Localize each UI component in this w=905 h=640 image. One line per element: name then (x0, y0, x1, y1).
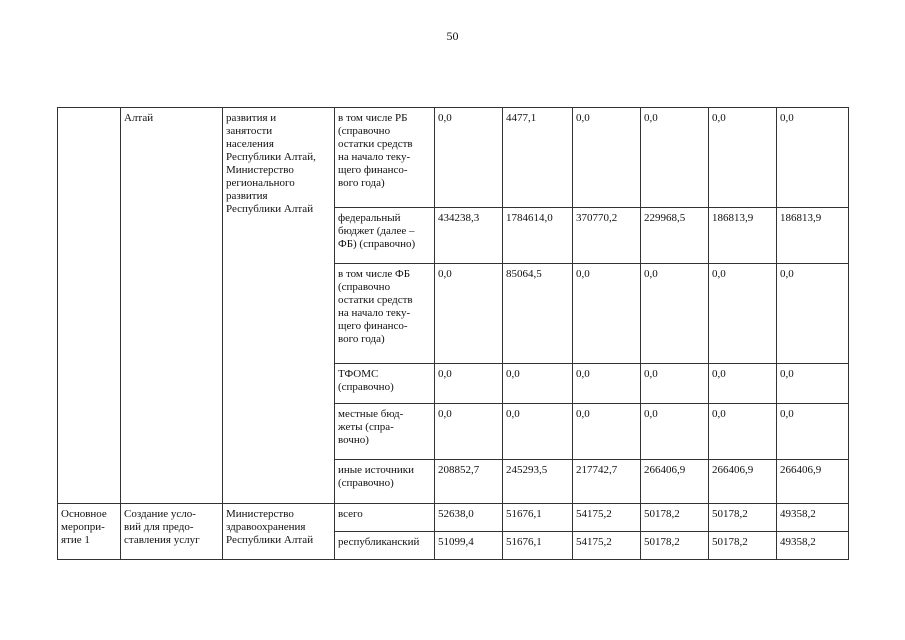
table-cell-value: 186813,9 (709, 208, 777, 264)
table-cell-value: 49358,2 (777, 532, 849, 560)
table-cell-value: 0,0 (709, 264, 777, 364)
budget-table (57, 107, 849, 560)
table-cell-executor (223, 504, 335, 560)
table-cell-value: 0,0 (641, 264, 709, 364)
table-cell-value: 217742,7 (573, 460, 641, 504)
page-number: 50 (446, 29, 459, 43)
text-line: Республики Алтай (226, 534, 314, 546)
text-line: Создание усло- (124, 508, 196, 520)
text-line: (справочно) (338, 477, 394, 489)
table-cell-value: 266406,9 (777, 460, 849, 504)
text-line: ТФОМС (338, 368, 379, 380)
table-cell-value: 0,0 (503, 404, 573, 460)
table-cell-source (335, 532, 435, 560)
table-cell-value: 49358,2 (777, 504, 849, 532)
text-line: Республики Алтай, (226, 151, 316, 163)
text-line: бюджет (далее – (338, 225, 415, 237)
table-cell-value: 52638,0 (435, 504, 503, 532)
text-line: (справочно (338, 281, 391, 293)
table-cell-value: 0,0 (573, 364, 641, 404)
text-line: развития (226, 190, 268, 202)
text-line: ятие 1 (61, 534, 90, 546)
table-cell-value: 50178,2 (641, 532, 709, 560)
table-cell-value: 0,0 (641, 108, 709, 208)
text-line: щего финансо- (338, 320, 408, 332)
text-line: в том числе РБ (338, 112, 408, 124)
table-cell-value: 266406,9 (641, 460, 709, 504)
text-line: вого года) (338, 333, 385, 345)
text-line: развития и (226, 112, 277, 124)
table-cell-value: 0,0 (641, 404, 709, 460)
table-cell-source (335, 208, 435, 264)
table-cell-name: Алтай (121, 108, 223, 504)
text-line: вий для предо- (124, 521, 194, 533)
table-cell-value: 0,0 (435, 404, 503, 460)
table-cell-value: 0,0 (573, 108, 641, 208)
text-line: здравоохранения (226, 521, 306, 533)
table-cell-value: 0,0 (435, 108, 503, 208)
text-line: на начало теку- (338, 151, 411, 163)
table-cell-source (335, 404, 435, 460)
table-cell-source (335, 504, 435, 532)
table-cell-value: 0,0 (641, 364, 709, 404)
table-row (58, 504, 849, 532)
table-row (58, 108, 849, 208)
table-cell-value: 50178,2 (709, 532, 777, 560)
table-cell-value: 0,0 (435, 264, 503, 364)
table-cell-name (121, 504, 223, 560)
text-line: местные бюд- (338, 408, 404, 420)
table-cell-source (335, 364, 435, 404)
text-line: (справочно (338, 125, 391, 137)
table-cell-value: 0,0 (777, 264, 849, 364)
table-cell-value: 208852,7 (435, 460, 503, 504)
text-line: всего (338, 508, 363, 520)
text-line: жеты (спра- (338, 421, 394, 433)
table-cell-activity (58, 504, 121, 560)
text-line: Основное (61, 508, 107, 520)
table-cell-value: 54175,2 (573, 504, 641, 532)
text-line: остатки средств (338, 294, 413, 306)
table-cell-value: 50178,2 (641, 504, 709, 532)
table-cell-value: 245293,5 (503, 460, 573, 504)
table-cell-value: 0,0 (573, 264, 641, 364)
text-line: населения (226, 138, 274, 150)
table-cell-value: 0,0 (709, 108, 777, 208)
table-cell-value: 266406,9 (709, 460, 777, 504)
text-line: регионального (226, 177, 295, 189)
table-cell-value: 0,0 (503, 364, 573, 404)
table-cell-value: 51676,1 (503, 532, 573, 560)
table-cell-value: 54175,2 (573, 532, 641, 560)
table-cell-executor (223, 108, 335, 504)
text-line: на начало теку- (338, 307, 411, 319)
text-line: ФБ) (справочно) (338, 238, 416, 250)
table-cell-value: 186813,9 (777, 208, 849, 264)
table-cell-activity (58, 108, 121, 504)
text-line: Министерство (226, 164, 294, 176)
table-cell-value: 434238,3 (435, 208, 503, 264)
table-cell-value: 51676,1 (503, 504, 573, 532)
table-cell-value: 0,0 (777, 108, 849, 208)
table-cell-value: 4477,1 (503, 108, 573, 208)
table-cell-value: 1784614,0 (503, 208, 573, 264)
text-line: занятости (226, 125, 273, 137)
text-line: вого года) (338, 177, 385, 189)
table-cell-value: 0,0 (709, 364, 777, 404)
text-line: меропри- (61, 521, 105, 533)
table-cell-value: 51099,4 (435, 532, 503, 560)
table-cell-source (335, 108, 435, 208)
text-line: республиканский (338, 536, 420, 548)
table-cell-value: 0,0 (777, 364, 849, 404)
table-cell-source (335, 460, 435, 504)
text-line: вочно) (338, 434, 369, 446)
table-cell-value: 0,0 (709, 404, 777, 460)
text-line: иные источники (338, 464, 414, 476)
table-cell-value: 0,0 (435, 364, 503, 404)
table-cell-source (335, 264, 435, 364)
table-cell-value: 85064,5 (503, 264, 573, 364)
text-line: (справочно) (338, 381, 394, 393)
text-line: щего финансо- (338, 164, 408, 176)
text-line: Министерство (226, 508, 294, 520)
table-cell-value: 0,0 (573, 404, 641, 460)
text-line: ставления услуг (124, 534, 200, 546)
table-cell-value: 0,0 (777, 404, 849, 460)
table-cell-value: 50178,2 (709, 504, 777, 532)
table-cell-value: 229968,5 (641, 208, 709, 264)
text-line: федеральный (338, 212, 401, 224)
table-cell-value: 370770,2 (573, 208, 641, 264)
text-line: остатки средств (338, 138, 413, 150)
text-line: Республики Алтай (226, 203, 314, 215)
text-line: в том числе ФБ (338, 268, 411, 280)
